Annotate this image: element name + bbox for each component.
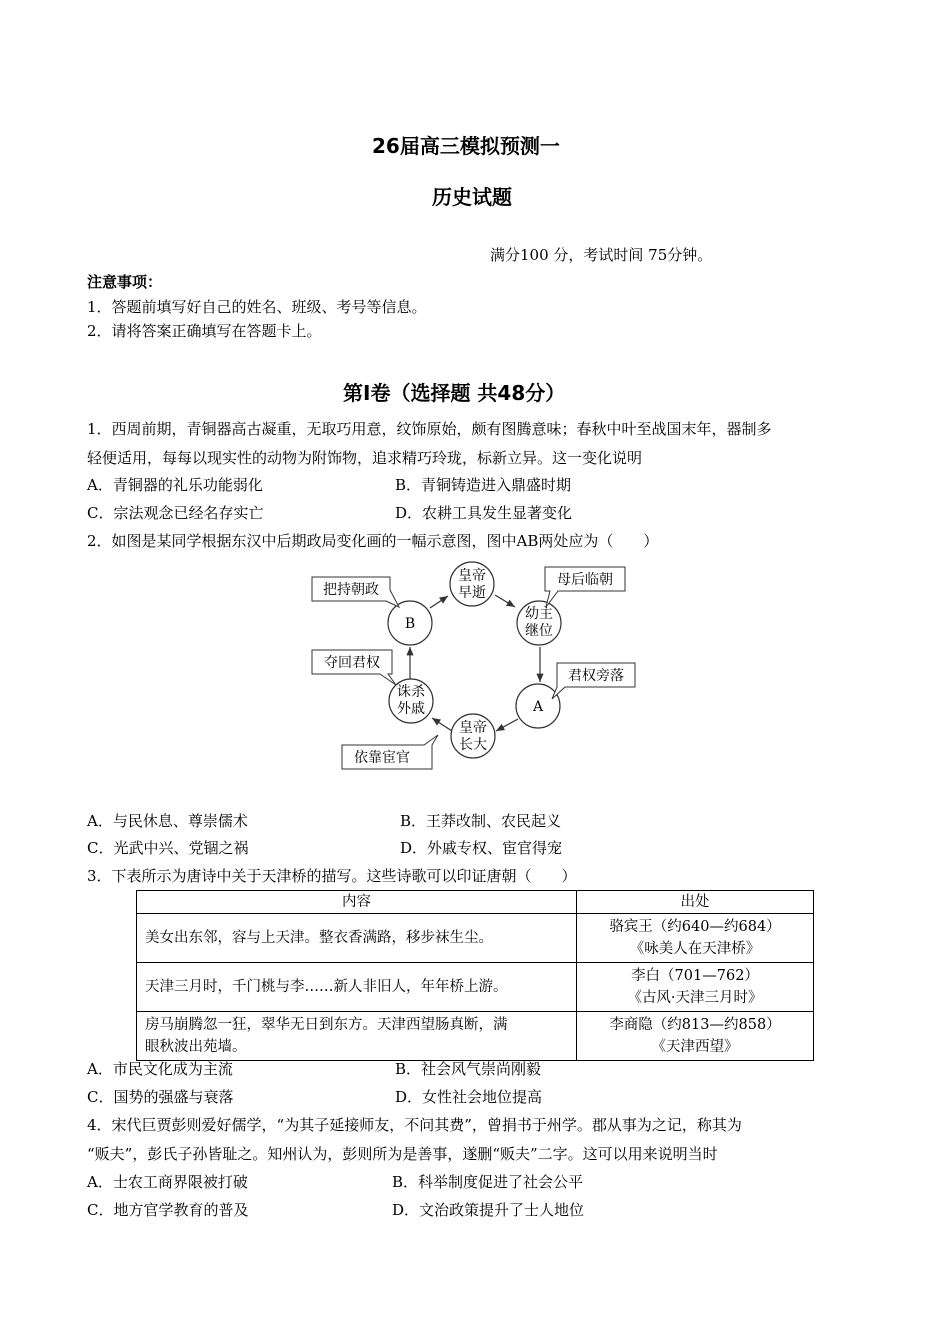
svg-text:依靠宦官: 依靠宦官 [354,750,410,766]
q2-option-c: C．光武中兴、党锢之祸 [87,839,249,857]
poem-content: 天津三月时，千门桃与李……新人非旧人，年年桥上游。 [137,963,577,1012]
q1-option-a: A．青铜器的礼乐功能弱化 [87,476,263,494]
exam-subtitle: 历史试题 [432,185,512,209]
node-huangdi-zaoshi [450,562,494,606]
q3-option-a: A．市民文化成为主流 [87,1060,233,1078]
poem-content-line2: 眼秋波出苑墙。 [145,1039,247,1055]
svg-text:皇帝: 皇帝 [458,568,486,584]
svg-text:早逝: 早逝 [458,585,486,601]
q4-option-b: B．科举制度促进了社会公平 [392,1173,584,1191]
q4-stem-line2: “贩夫”，彭氏子孙皆耻之。知州认为，彭则所为是善事，遂删“贩夫”二字。这可以用来说明当时 [87,1145,718,1163]
poem-author: 骆宾王（约640—约684） [609,919,781,935]
svg-text:夺回君权: 夺回君权 [324,655,380,671]
poem-content-line1: 房马崩腾忽一狂，翠华无日到东方。天津西望肠真断，满 [145,1017,508,1033]
callout-yikao-huanguan [342,735,438,769]
notice-item: 1．答题前填写好自己的姓名、班级、考号等信息。 [87,298,427,316]
q3-option-d: D．女性社会地位提高 [395,1088,543,1106]
header-content: 内容 [137,891,577,914]
callout-duohui-junquan [312,650,396,685]
table-row [137,963,814,1012]
politics-cycle-diagram [300,555,645,775]
table-row [137,914,814,963]
q2-option-a: A．与民休息、尊崇儒术 [87,812,248,830]
svg-text:幼主: 幼主 [525,606,553,622]
header-source: 出处 [577,891,814,914]
score-time-info: 满分100 分，考试时间 75分钟。 [490,246,713,264]
notice-heading: 注意事项： [87,273,163,291]
poem-content: 美女出东邻，容与上天津。整衣香满路，移步袜生尘。 [137,914,577,963]
svg-text:皇帝: 皇帝 [459,720,487,736]
svg-text:母后临朝: 母后临朝 [557,572,613,588]
notice-item: 2．请将答案正确填写在答题卡上。 [87,322,322,340]
q3-option-b: B．社会风气崇尚刚毅 [395,1060,542,1078]
svg-text:把持朝政: 把持朝政 [323,582,379,598]
svg-text:B: B [404,616,416,632]
callout-junquan-pangluo [552,663,635,699]
poem-content [137,1012,577,1061]
svg-text:继位: 继位 [525,623,553,639]
callout-muhou-linchao [545,567,625,607]
q3-stem: 3．下表所示为唐诗中关于天津桥的描写。这些诗歌可以印证唐朝（ ） [87,867,577,885]
poem-table [136,890,814,1061]
svg-text:君权旁落: 君权旁落 [568,668,624,684]
node-zhusha-waiqi [389,679,433,723]
q2-option-b: B．王莽改制、农民起义 [400,812,562,830]
q4-stem-line1: 4．宋代巨贾彭则爱好儒学，“为其子延接师友，不问其费”，曾捐书于州学。郡从事为之记，称其为 [87,1116,742,1134]
svg-text:外戚: 外戚 [397,701,425,717]
q4-option-d: D．文治政策提升了士人地位 [392,1201,585,1219]
q3-option-c: C．国势的强盛与衰落 [87,1088,234,1106]
q1-option-d: D．农耕工具发生显著变化 [395,504,573,522]
q1-option-b: B．青铜铸造进入鼎盛时期 [395,476,572,494]
poem-author: 李白（701—762） [631,968,759,984]
q4-option-a: A．士农工商界限被打破 [87,1173,248,1191]
svg-text:长大: 长大 [459,737,487,753]
table-header-row [137,891,814,914]
q2-option-d: D．外戚专权、宦官得宠 [400,839,563,857]
node-b [388,601,432,645]
poem-work: 《咏美人在天津桥》 [629,941,761,957]
q2-stem: 2．如图是某同学根据东汉中后期政局变化画的一幅示意图，图中AB两处应为（ ） [87,532,659,550]
poem-source [577,914,814,963]
svg-text:A: A [532,699,544,715]
poem-source [577,1012,814,1061]
exam-title: 26届高三模拟预测一 [372,134,560,158]
table-row [137,1012,814,1061]
poem-source [577,963,814,1012]
poem-author: 李商隐（约813—约858） [609,1017,781,1033]
q1-stem-line2: 轻便适用，每每以现实性的动物为附饰物，追求精巧玲珑，标新立异。这一变化说明 [87,449,643,467]
node-a [516,684,560,728]
node-youzhu-jiwei [517,601,561,645]
q4-option-c: C．地方官学教育的普及 [87,1201,249,1219]
poem-work: 《古风·天津三月时》 [627,990,763,1006]
node-huangdi-zhangda [451,714,495,758]
q1-option-c: C．宗法观念已经名存实亡 [87,504,264,522]
poem-work: 《天津西望》 [651,1039,739,1055]
callout-bachi-chaozheng [312,577,399,607]
svg-text:诛杀: 诛杀 [397,684,425,700]
section-title: 第Ⅰ卷（选择题 共48分） [343,381,566,405]
q1-stem-line1: 1．西周前期，青铜器高古凝重，无取巧用意，纹饰原始，颇有图腾意味；春秋中叶至战国末年，器制多 [87,420,772,438]
